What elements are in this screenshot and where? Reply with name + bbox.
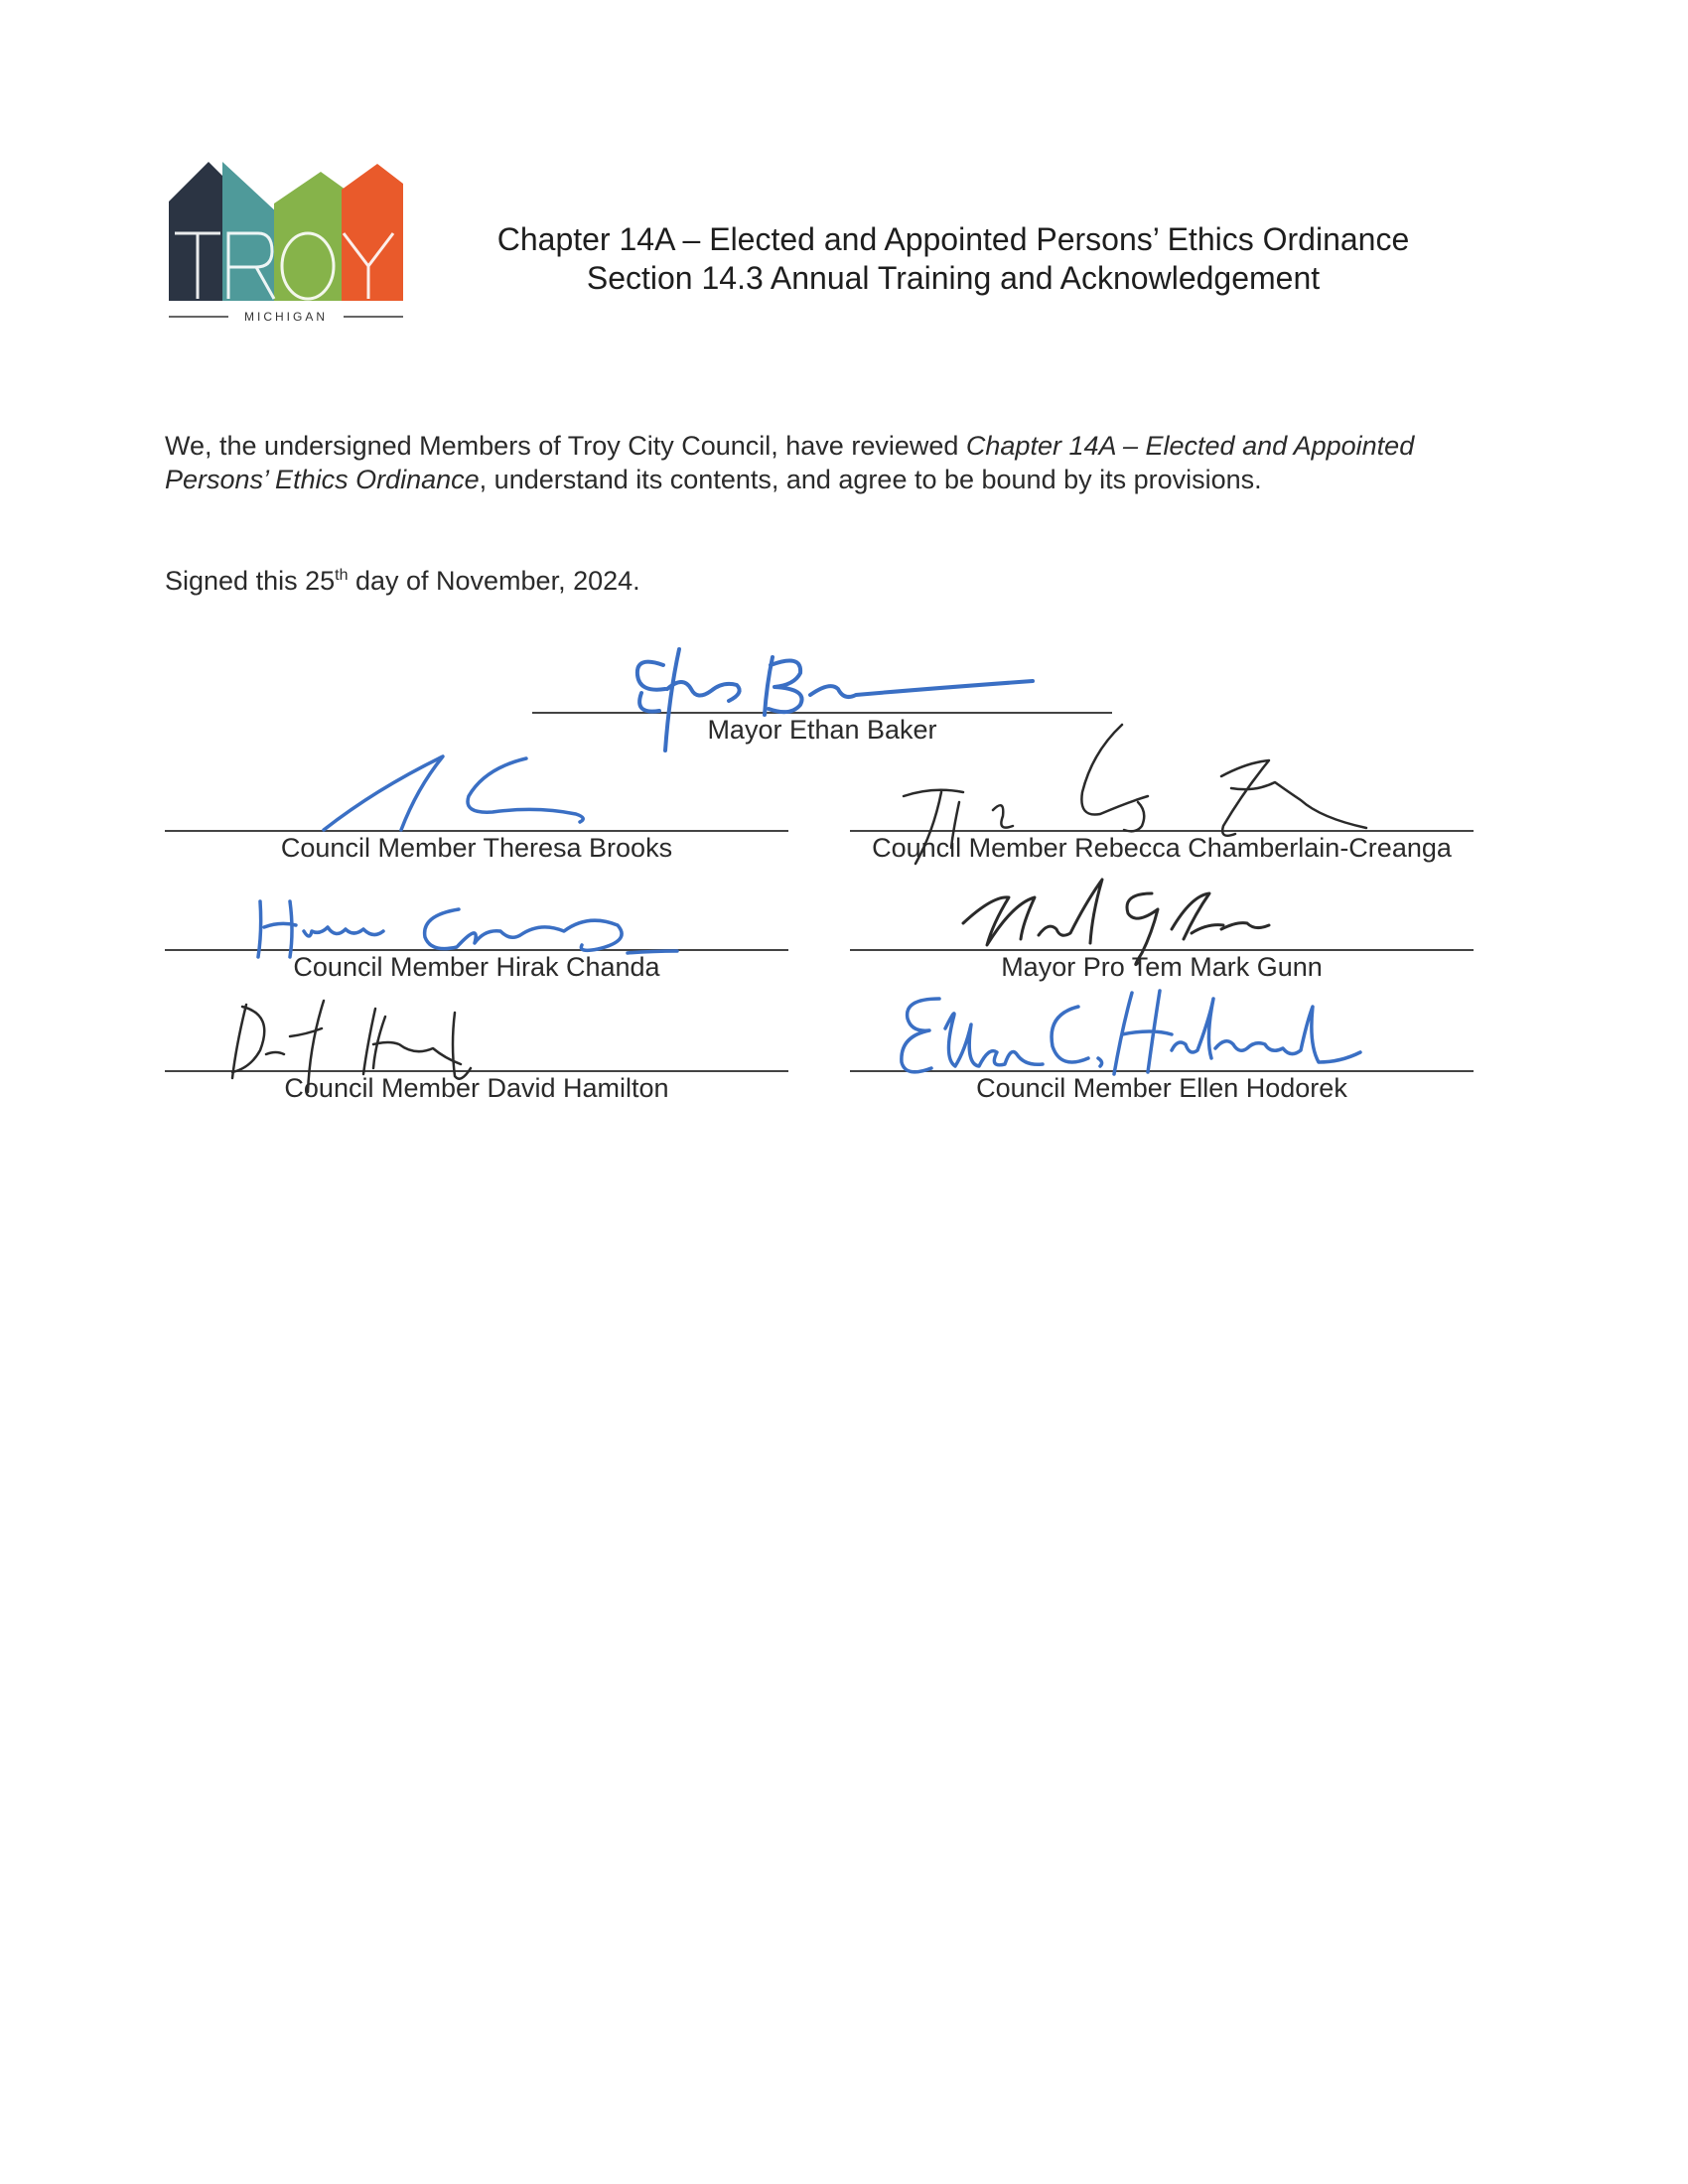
troy-logo-graphic <box>167 162 405 323</box>
logo-subtitle: MICHIGAN <box>244 310 328 323</box>
brooks-signature <box>318 749 596 838</box>
chamberlain-name-label: Council Member Rebecca Chamberlain-Creanga <box>872 833 1452 863</box>
signed-date-line <box>165 564 640 598</box>
signed-ordinal-suffix: th <box>335 567 349 584</box>
troy-michigan-logo <box>167 162 405 323</box>
intro-part-2: , understand its contents, and agree to be bound by its provisions. <box>479 465 1262 494</box>
chanda-name-label: Council Member Hirak Chanda <box>293 952 660 982</box>
header-line-2: Section 14.3 Annual Training and Acknowledgement <box>586 260 1321 296</box>
header-line-1: Chapter 14A – Elected and Appointed Persons’ Ethics Ordinance <box>496 221 1410 257</box>
gunn-name-label: Mayor Pro Tem Mark Gunn <box>1001 952 1323 982</box>
mayor-name-label: Mayor Ethan Baker <box>707 715 937 745</box>
signed-prefix: Signed this 25 <box>165 566 336 596</box>
hodorek-name-label: Council Member Ellen Hodorek <box>976 1073 1347 1103</box>
brooks-name-label: Council Member Theresa Brooks <box>280 833 673 863</box>
hamilton-name-label: Council Member David Hamilton <box>284 1073 669 1103</box>
intro-italic-title: Chapter 14A – Elected and Appointed Persons’ Ethics Ordinance <box>165 431 1415 494</box>
document-header <box>427 220 1479 298</box>
intro-paragraph <box>165 429 1485 496</box>
intro-part-1: We, the undersigned Members of Troy City Council, have reviewed <box>165 431 966 461</box>
signed-rest: day of November, 2024. <box>348 566 640 596</box>
